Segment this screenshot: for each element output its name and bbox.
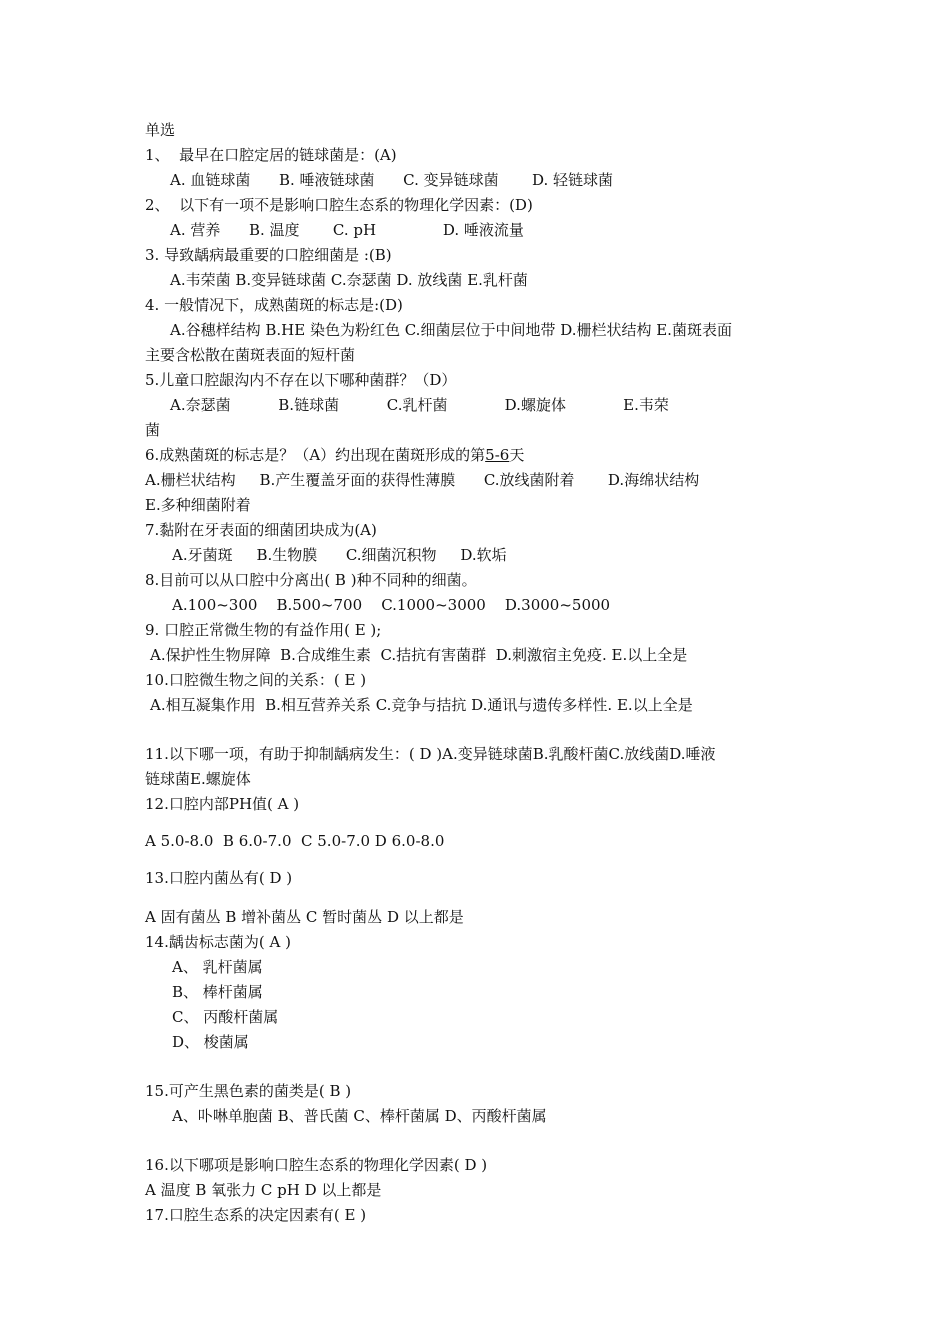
question-15: 15.可产生黑色素的菌类是( B ) [145, 1082, 352, 1100]
options-16: A 温度 B 氧张力 C pH D 以上都是 [145, 1181, 382, 1199]
question-5: 5.儿童口腔龈沟内不存在以下哪种菌群？（D） [145, 371, 457, 389]
question-13: 13.口腔内菌丛有( D ) [145, 869, 293, 887]
options-3: A.韦荣菌 B.变异链球菌 C.奈瑟菌 D. 放线菌 E.乳杆菌 [170, 271, 528, 289]
question-6 [145, 446, 524, 464]
options-13: A 固有菌丛 B 增补菌丛 C 暂时菌丛 D 以上都是 [145, 908, 464, 926]
question-6-text: 6.成熟菌斑的标志是？（A）约出现在菌斑形成的第 [145, 446, 486, 464]
options-8: A.100~300 B.500~700 C.1000~3000 D.3000~5000 [172, 596, 611, 614]
question-11: 11.以下哪一项，有助于抑制龋病发生：( D )A.变异链球菌B.乳酸杆菌C.放线菌D.唾液 [145, 745, 716, 763]
question-1: 1、 最早在口腔定居的链球菌是：(A) [145, 146, 397, 164]
options-5-cont: 菌 [145, 421, 161, 439]
options-12: A 5.0-8.0 B 6.0-7.0 C 5.0-7.0 D 6.0-8.0 [145, 832, 445, 850]
options-6-cont: E.多种细菌附着 [145, 496, 251, 514]
option-14a: A、 乳杆菌属 [172, 958, 263, 976]
options-9: A.保护性生物屏障 B.合成维生素 C.拮抗有害菌群 D.刺激宿主免疫. E.以上全是 [150, 646, 688, 664]
question-10: 10.口腔微生物之间的关系：( E ) [145, 671, 367, 689]
options-1: A. 血链球菌 B. 唾液链球菌 C. 变异链球菌 D. 轻链球菌 [170, 171, 614, 189]
options-10: A.相互凝集作用 B.相互营养关系 C.竞争与拮抗 D.通讯与遗传多样性. E.以上全是 [150, 696, 693, 714]
question-6-days: 5-6 [485, 446, 510, 464]
options-2: A. 营养 B. 温度 C. pH D. 唾液流量 [170, 221, 524, 239]
option-14d: D、 梭菌属 [172, 1033, 249, 1051]
question-8: 8.目前可以从口腔中分离出( B )种不同种的细菌。 [145, 571, 477, 589]
question-17: 17.口腔生态系的决定因素有( E ) [145, 1206, 367, 1224]
option-14c: C、 丙酸杆菌属 [172, 1008, 279, 1026]
options-4: A.谷穗样结构 B.HE 染色为粉红色 C.细菌层位于中间地带 D.栅栏状结构 E.菌斑表面 [170, 321, 732, 339]
options-7: A.牙菌斑 B.生物膜 C.细菌沉积物 D.软垢 [172, 546, 507, 564]
question-16: 16.以下哪项是影响口腔生态系的物理化学因素( D ) [145, 1156, 488, 1174]
question-12: 12.口腔内部PH值( A ) [145, 795, 300, 813]
options-6: A.栅栏状结构 B.产生覆盖牙面的获得性薄膜 C.放线菌附着 D.海绵状结构 [145, 471, 700, 489]
option-14b: B、 棒杆菌属 [172, 983, 263, 1001]
section-heading: 单选 [145, 121, 176, 139]
question-2: 2、 以下有一项不是影响口腔生态系的物理化学因素：(D) [145, 196, 533, 214]
question-14: 14.龋齿标志菌为( A ) [145, 933, 291, 951]
question-9: 9. 口腔正常微生物的有益作用( E ); [145, 621, 382, 639]
question-7: 7.黏附在牙表面的细菌团块成为(A) [145, 521, 377, 539]
options-15: A、卟啉单胞菌 B、普氏菌 C、棒杆菌属 D、丙酸杆菌属 [172, 1107, 547, 1125]
question-11-cont: 链球菌E.螺旋体 [145, 770, 251, 788]
question-6-unit: 天 [509, 446, 525, 464]
options-5: A.奈瑟菌 B.链球菌 C.乳杆菌 D.螺旋体 E.韦荣 [170, 396, 669, 414]
question-3: 3. 导致龋病最重要的口腔细菌是 :(B) [145, 246, 392, 264]
question-4: 4. 一般情况下，成熟菌斑的标志是:(D) [145, 296, 403, 314]
options-4-cont: 主要含松散在菌斑表面的短杆菌 [145, 346, 356, 364]
